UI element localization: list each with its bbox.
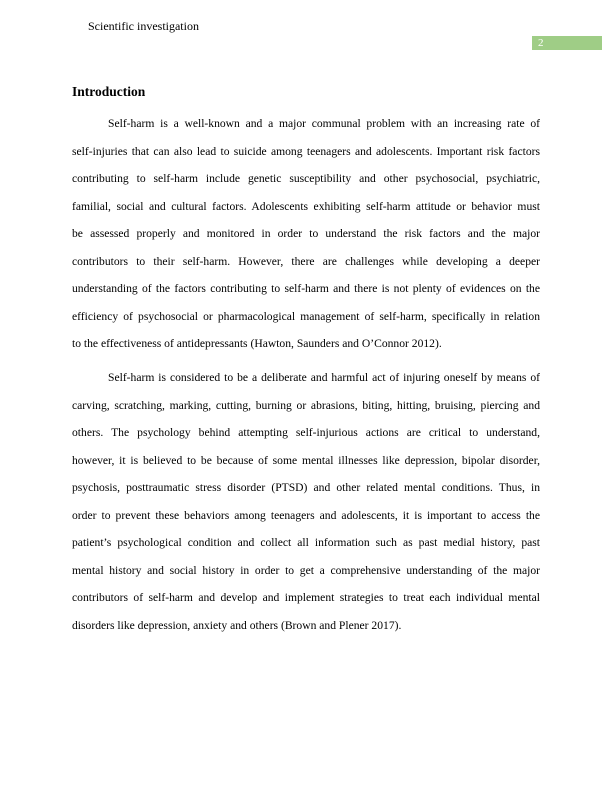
text-line: patient’s psychological condition and collect all information such as past medial history, past bbox=[72, 536, 540, 549]
text-line: contributors of self-harm and develop and implement strategies to treat each individual mental bbox=[72, 591, 540, 604]
text-line: psychosis, posttraumatic stress disorder (PTSD) and other related mental conditions. Thus, in bbox=[72, 481, 540, 494]
text-line: mental history and social history in order to get a comprehensive understanding of the major bbox=[72, 563, 540, 577]
text-line: to the effectiveness of antidepressants (Hawton, Saunders and O’Connor 2012). bbox=[72, 337, 442, 350]
text-line: familial, social and cultural factors. Adolescents exhibiting self-harm attitude or behavior must bbox=[72, 199, 540, 213]
paragraph-2 bbox=[72, 371, 540, 646]
text-line: disorders like depression, anxiety and others (Brown and Plener 2017). bbox=[72, 618, 402, 632]
text-line: self-injuries that can also lead to suicide among teenagers and adolescents. Important risk factors bbox=[72, 144, 540, 158]
text-line: others. The psychology behind attempting self-injurious actions are critical to understand, bbox=[72, 426, 540, 439]
text-line: contributors to their self-harm. However, there are challenges while developing a deeper bbox=[72, 254, 540, 268]
text-line: contributing to self-harm include genetic susceptibility and other psychosocial, psychiatric, bbox=[72, 172, 540, 185]
text-line: however, it is believed to be because of some mental illnesses like depression, bipolar disorder, bbox=[72, 453, 540, 467]
section-heading: Introduction bbox=[72, 84, 146, 99]
text-line: carving, scratching, marking, cutting, burning or abrasions, biting, hitting, bruising, piercing and bbox=[72, 398, 540, 412]
text-line: be assessed properly and monitored in order to understand the risk factors and the major bbox=[72, 227, 540, 240]
page-number: 2 bbox=[532, 36, 602, 50]
text-line: understanding of the factors contributing to self-harm and there is not plenty of evidences on the bbox=[72, 282, 540, 295]
text-line: efficiency of psychosocial or pharmacological management of self-harm, specifically in relation bbox=[72, 309, 540, 323]
text-line: Self-harm is considered to be a deliberate and harmful act of injuring oneself by means of bbox=[108, 371, 540, 384]
text-line: Self-harm is a well-known and a major communal problem with an increasing rate of bbox=[108, 117, 540, 130]
running-head: Scientific investigation bbox=[88, 19, 199, 33]
text-line: order to prevent these behaviors among teenagers and adolescents, it is important to access the bbox=[72, 508, 540, 522]
paragraph-1 bbox=[72, 117, 540, 365]
